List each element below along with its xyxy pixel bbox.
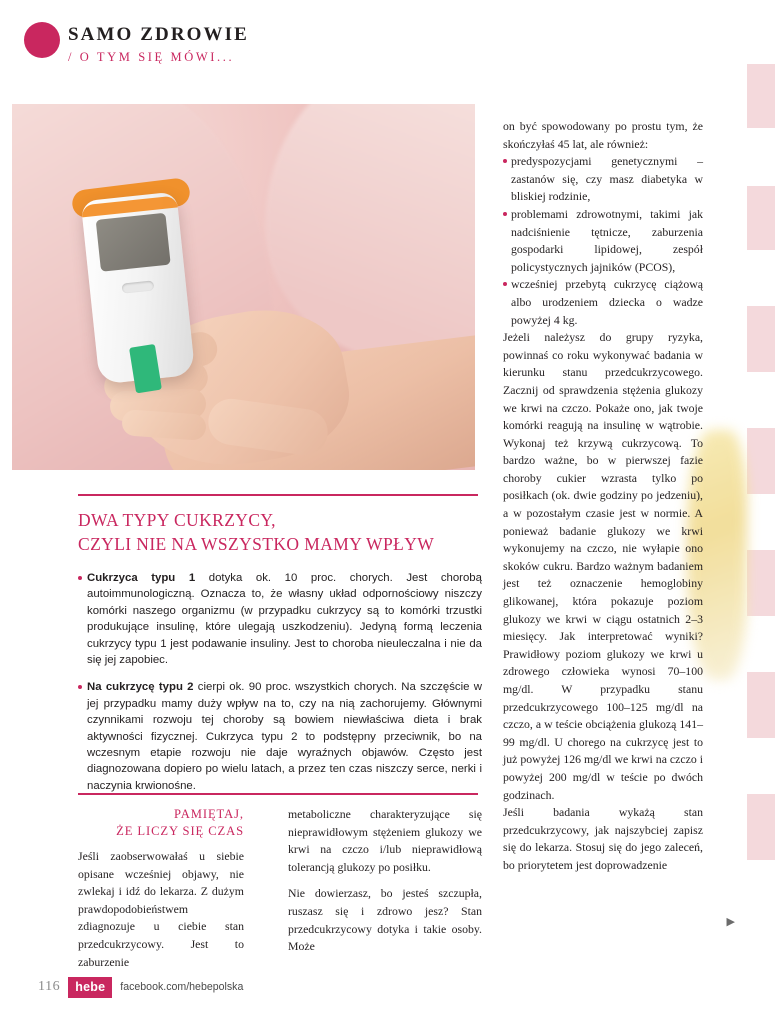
- remember-column-b-paragraph-2: Nie dowierzasz, bo jesteś szczupła, ruszasz się i zdrowo jesz? Stan przedcukrzycowy dotyka i takie osoby. Może: [288, 886, 482, 954]
- bullet-icon: [503, 159, 507, 163]
- right-body-paragraph-1: Jeżeli należysz do grupy ryzyka, powinnaś co roku wykonywać badania w kierunku stanu przedcukrzycowego. Zacznij od sprawdzenia stężenia glukozy we krwi na czczo. Pokaże ono, jak twoje komórki reagują na insulinę w wątrobie. Wykonaj też krzywą cukrzycową. To bardzo ważne, bo w pierwszej fazie choroby cukier wzrasta tylko po posiłkach (ok. dwie godziny po jedzeniu), a w pozostałym czasie jest w normie. A ponieważ badanie glukozy we krwi wykonujemy na czczo, nie wyłapie ono skoków cukru. Bardzo ważnym badaniem jest też oznaczenie hemoglobiny glikowanej, która pokazuje poziom glukozy we krwi w ciągu ostatnich 2–3 miesięcy. Jak interpretować wyniki? Prawidłowy poziom glukozy we krwi u zdrowego człowieka wynosi 70–100 mg/dl. W przypadku stanu przedcukrzycowego 100–125 mg/dl na czczo, a w teście obciążenia glukozą 141–99 mg/dl. U chorego na cukrzycę jest to już powyżej 126 mg/dl we krwi na czczo i powyżej 200 mg/dl w teście po dwóch godzinach.: [503, 330, 703, 802]
- headline-line-1: DWA TYPY CUKRZYCY,: [78, 510, 276, 530]
- right-bullet-3-text: wcześniej przebytą cukrzycę ciążową albo urodzeniem dziecka o wadze powyżej 4 kg.: [511, 277, 703, 327]
- right-bullet-1-text: predyspozycjami genetycznymi – zastanów się, czy masz diabetyka w bliskiej rodzinie,: [511, 154, 703, 204]
- remember-column-a-text: Jeśli zaobserwowałaś u siebie opisane wcześniej objawy, nie zwlekaj i idź do lekarza. Z dużym prawdopodobieństwem zdiagnozuje u ciebie stan przedcukrzycowy. Jest to zaburzenie: [78, 849, 244, 969]
- article-body-right: [503, 118, 703, 875]
- glucometer-in-hand-photo: [12, 104, 475, 470]
- remember-heading-line-1: PAMIĘTAJ,: [174, 807, 244, 821]
- bullet-icon: [78, 685, 82, 689]
- glucometer-device: [81, 191, 196, 384]
- right-bullet-3: [503, 276, 703, 329]
- divider-top: [78, 494, 478, 496]
- article-body-left: [78, 570, 482, 805]
- remember-column-b-paragraph-1: metaboliczne charakteryzujące się nieprawidłowym stężeniem glukozy we krwi na czczo i/lub nieprawidłową tolerancją glukozy po posiłku.: [288, 807, 482, 874]
- right-bullet-2-text: problemami zdrowotnymi, takimi jak nadciśnienie tętnicze, zaburzenia gospodarki lipidowej, zespół policystycznych jajników (PCOS),: [511, 206, 703, 274]
- paragraph-type-2-text: cierpi ok. 90 proc. wszystkich chorych. Na szczęście w jej przypadku mamy duży wpływ na to, czy na nią zachorujemy. Głównymi czynnikami rozwoju tej choroby są bowiem niewłaściwa dieta i brak aktywności fizycznej. Cukrzyca typu 2 to podstępny przeciwnik, bo na wczesnym etapie rozwoju nie daje wyraźnych objawów. Często jest diagnozowana dopiero po wielu latach, a przez ten czas niszczy serce, nerki i naczynia krwionośne.: [87, 681, 482, 792]
- paragraph-type-2-lead: Na cukrzycę typu 2: [87, 681, 194, 694]
- bullet-icon: [503, 282, 507, 286]
- page-edge-strip: [747, 0, 775, 1020]
- page-header: [0, 0, 747, 100]
- social-link[interactable]: facebook.com/hebepolska: [120, 981, 244, 993]
- paragraph-type-1: [78, 570, 482, 668]
- right-bullet-2: [503, 206, 703, 276]
- section-subtitle: / O TYM SIĘ MÓWI...: [68, 50, 235, 64]
- remember-heading-line-2: ŻE LICZY SIĘ CZAS: [116, 824, 244, 838]
- right-body-paragraph-2: Jeśli badania wykażą stan przedcukrzycowy, jak najszybciej zapisz się do lekarza. Stosuj się do jego zaleceń, bo priorytetem jest doprowadzenie: [503, 805, 703, 872]
- next-page-arrow-icon[interactable]: ▶: [726, 916, 735, 928]
- bullet-icon: [78, 576, 82, 580]
- bullet-icon: [503, 212, 507, 216]
- paragraph-type-2: [78, 679, 482, 794]
- remember-column-b: [288, 806, 482, 965]
- page-footer: [38, 976, 243, 998]
- paragraph-type-1-lead: Cukrzyca typu 1: [87, 572, 196, 584]
- right-intro-paragraph: on być spowodowany po prostu tym, że skończyłaś 45 lat, ale również:: [503, 119, 703, 151]
- remember-column-a: [78, 848, 244, 980]
- headline-line-2: CZYLI NIE NA WSZYSTKO MAMY WPŁYW: [78, 534, 435, 554]
- brand-logo: hebe: [68, 977, 112, 998]
- remember-heading: [78, 806, 244, 840]
- paragraph-type-1-text: dotyka ok. 10 proc. chorych. Jest chorobą autoimmunologiczną. Oznacza to, że własny układ odpornościowy niszczy komórki naszego organizmu (w przypadku cukrzycy są to komórki trzustki produkujące insulinę, które ulegają uszkodzeniu). Jedyną formą leczenia cukrzycy typu 1 jest podawanie insuliny. Jest to choroba nieuleczalna i nie da się jej zapobiec.: [87, 572, 482, 667]
- right-bullet-1: [503, 153, 703, 206]
- article-headline: [78, 508, 488, 556]
- section-title: SAMO ZDROWIE: [68, 24, 249, 45]
- section-dot-icon: [24, 22, 60, 58]
- page-number: 116: [38, 979, 61, 994]
